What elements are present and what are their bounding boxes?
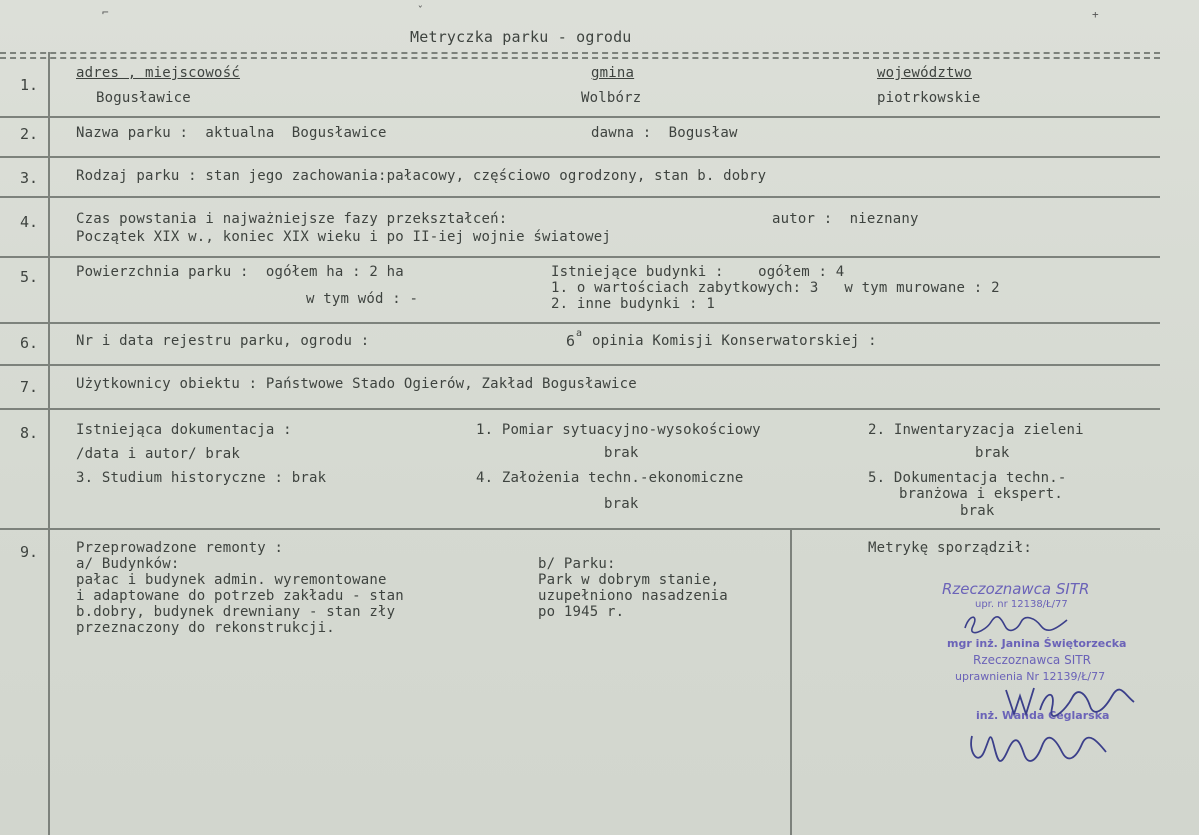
former-name: dawna : Bogusław [591,125,738,141]
divider [0,322,1160,324]
item-six: 6 [566,332,576,350]
gmina-label: gmina [591,65,635,81]
register-label: Nr i data rejestru parku, ogrodu : [76,333,370,349]
stamp-line: inż. Wanda Ceglarska [976,709,1110,722]
address-label: adres , miejscowość [76,65,240,81]
greenery-status: brak [975,445,1010,461]
stamp-line: mgr inż. Janina Świętorzecka [947,637,1127,650]
park-line: uzupełniono nasadzenia [538,588,728,604]
commission-opinion: opinia Komisji Konserwatorskiej : [592,333,877,349]
divider [0,364,1160,366]
number-column-rule [48,52,50,835]
divider [0,408,1160,410]
stamp-line: Rzeczoznawca SITR [973,653,1091,667]
tech-assumptions-status: brak [604,496,639,512]
stamp-line: upr. nr 12138/Ł/77 [975,599,1068,610]
corner-mark: ˇ [417,4,424,17]
survey: 1. Pomiar sytuacyjno-wysokościowy [476,422,761,438]
historical-study: 3. Studium historyczne : brak [76,470,327,486]
park-line: Park w dobrym stanie, [538,572,720,588]
water-area: w tym wód : - [306,291,419,307]
survey-status: brak [604,445,639,461]
divider [0,196,1160,198]
buildings-total: Istniejące budynki : ogółem : 4 [551,264,845,280]
author: autor : nieznany [772,211,919,227]
buildings-line: b.dobry, budynek drewniany - stan zły [76,604,396,620]
park-type: Rodzaj parku : stan jego zachowania:pałacowy, częściowo ogrodzony, stan b. dobry [76,168,767,184]
stamp-line: uprawnienia Nr 12139/Ł/77 [955,670,1106,683]
park-line: po 1945 r. [538,604,625,620]
tech-documentation-cont: branżowa i ekspert. [899,486,1063,502]
renovations-label: Przeprowadzone remonty : [76,540,284,556]
buildings-other: 2. inne budynki : 1 [551,296,715,312]
signature-swietorzecka [955,608,1075,638]
origin-label: Czas powstania i najważniejsze fazy przekształceń: [76,211,508,227]
tech-assumptions: 4. Założenia techn.-ekonomiczne [476,470,744,486]
users: Użytkownicy obiektu : Państwowe Stado Ogierów, Zakład Bogusławice [76,376,637,392]
voivodeship-value: piotrkowskie [877,90,981,106]
corner-mark: ⌐ [102,6,109,19]
signature-column-rule [790,528,792,835]
buildings-line: pałac i budynek admin. wyremontowane [76,572,387,588]
signature-third [964,722,1114,772]
signature-ceglarska [1000,680,1140,720]
row-number: 8. [20,424,39,442]
divider [0,256,1160,258]
documentation-date: /data i autor/ brak [76,446,240,462]
divider [0,57,1160,59]
gmina-value: Wolbórz [581,90,642,106]
superscript-a: a [576,328,583,339]
tech-documentation: 5. Dokumentacja techn.- [868,470,1067,486]
tech-documentation-status: brak [960,503,995,519]
row-number: 2. [20,125,39,143]
buildings-line: i adaptowane do potrzeb zakładu - stan [76,588,404,604]
divider [0,156,1160,158]
origin-value: Początek XIX w., koniec XIX wieku i po II-iej wojnie światowej [76,229,611,245]
documentation-label: Istniejąca dokumentacja : [76,422,292,438]
divider [0,528,1160,530]
park-name: Nazwa parku : aktualna Bogusławice [76,125,387,141]
park-heading: b/ Parku: [538,556,616,572]
prepared-by-label: Metrykę sporządził: [868,540,1032,556]
form-title: Metryczka parku - ogrodu [410,28,632,46]
row-number: 5. [20,268,39,286]
buildings-historic: 1. o wartościach zabytkowych: 3 w tym murowane : 2 [551,280,1000,296]
buildings-line: przeznaczony do rekonstrukcji. [76,620,335,636]
greenery-inventory: 2. Inwentaryzacja zieleni [868,422,1084,438]
row-number: 9. [20,543,39,561]
row-number: 3. [20,169,39,187]
park-area: Powierzchnia parku : ogółem ha : 2 ha [76,264,404,280]
divider [0,52,1160,54]
voivodeship-label: województwo [877,65,972,81]
stamp-line: Rzeczoznawca SITR [942,580,1090,598]
corner-mark: + [1092,8,1099,21]
row-number: 4. [20,213,39,231]
divider [0,116,1160,118]
row-number: 7. [20,378,39,396]
row-number: 6. [20,334,39,352]
row-number: 1. [20,76,39,94]
buildings-heading: a/ Budynków: [76,556,180,572]
address-value: Bogusławice [96,90,191,106]
